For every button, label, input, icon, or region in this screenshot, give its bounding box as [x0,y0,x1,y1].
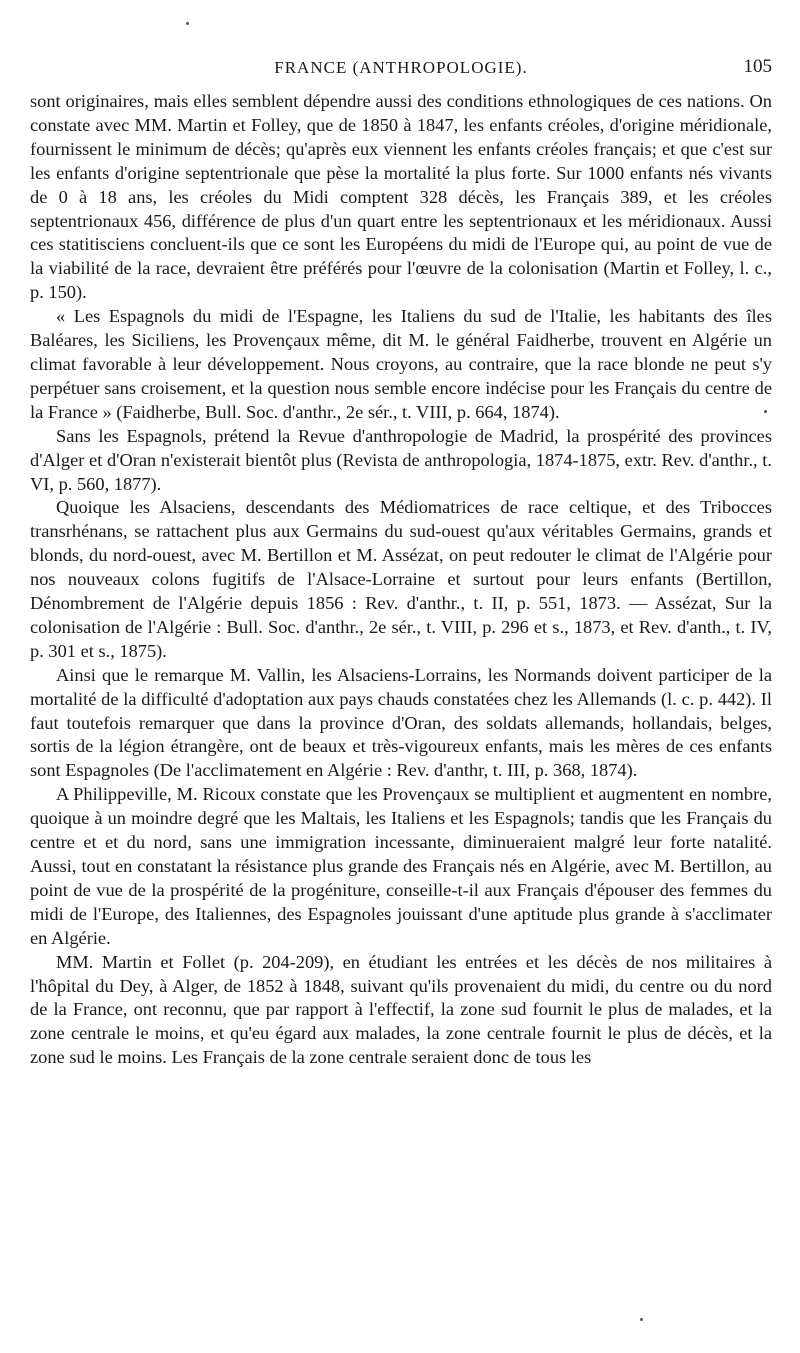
paragraph: Sans les Espagnols, prétend la Revue d'anthropologie de Madrid, la prospérité des provinces d'Alger et d'Oran n'existerait bientôt plus (Revista de anthropologia, 1874-1875, extr. Rev. d'anthr., t. VI, p. 560, 1877). [30,425,772,494]
paragraph: A Philippeville, M. Ricoux constate que les Provençaux se multiplient et augmentent en nombre, quoique à un moindre degré que les Maltais, les Italiens et les Espagnols; tandis que les Français du centre et et du nord, sans une immigration incessante, diminueraient malgré leur forte natalité. Aussi, tout en constatant la résistance plus grande des Français nés en Algérie, avec M. Bertillon, au point de vue de la prospérité de la progéniture, conseille-t-il aux Français d'épouser des femmes du midi de l'Europe, des Italiennes, des Espagnoles jouissant d'une aptitude plus grande à s'acclimater en Algérie. [30,784,772,948]
paragraph: MM. Martin et Follet (p. 204-209), en étudiant les entrées et les décès de nos militaires à l'hôpital du Dey, à Alger, de 1852 à 1848, suivant qu'ils provenaient du midi, du centre ou du nord de la France, ont reconnu, que par rapport à l'effectif, la zone sud fournit le plus de malades, et la zone centrale le moins, et qu'eu égard aux malades, la zone centrale fournit le plus de décès, et la zone sud le moins. Les Français de la zone centrale seraient donc de tous les [30,951,772,1068]
ink-speck [186,22,189,25]
paragraph: Ainsi que le remarque M. Vallin, les Alsaciens-Lorrains, les Normands doivent participer de la mortalité de la difficulté d'adoptation aux pays chauds constatées chez les Allemands (l. c. p. 442). Il faut toutefois remarquer que dans la province d'Oran, des soldats allemands, hollandais, belges, sortis de la légion étrangère, ont de beaux et très-vigoureux enfants, mais les mères de ces enfants sont Espagnoles (De l'acclimatement en Algérie : Rev. d'anthr, t. III, p. 368, 1874). [30,664,772,781]
page-number: 105 [743,56,772,77]
ink-speck [640,1318,643,1321]
running-head: FRANCE (ANTHROPOLOGIE). [274,58,528,77]
paragraph: « Les Espagnols du midi de l'Espagne, les Italiens du sud de l'Italie, les habitants des îles Baléares, les Siciliens, les Provençaux même, dit M. le général Faidherbe, trouvent en Algérie un climat favorable à leur développement. Nous croyons, au contraire, que la race blonde ne peut s'y perpétuer sans croisement, et la question nous semble encore indécise pour les Français du centre de la France » (Faidherbe, Bull. Soc. d'anthr., 2e sér., t. VIII, p. 664, 1874). [30,306,772,422]
paragraph: Quoique les Alsaciens, descendants des Médiomatrices de race celtique, et des Tribocces transrhénans, se rattachent plus aux Germains du sud-ouest qu'aux véritables Germains, grands et blonds, du nord-ouest, avec M. Bertillon et M. Assézat, on peut redouter le climat de l'Algérie pour nos nouveaux colons fugitifs de l'Alsace-Lorraine et surtout pour leurs enfants (Bertillon, Dénombrement de l'Algérie depuis 1856 : Rev. d'anthr., t. II, p. 551, 1873. — Assézat, Sur la colonisation de l'Algérie : Bull. Soc. d'anthr., 2e sér., t. VIII, p. 296 et s., 1873, et Rev. d'anth., t. IV, p. 301 et s., 1875). [30,497,772,661]
ink-speck [764,410,767,413]
paragraph: sont originaires, mais elles semblent dépendre aussi des conditions ethnologiques de ces nations. On constate avec MM. Martin et Folley, que de 1850 à 1847, les enfants créoles, d'origine méridionale, fournissent le minimum de décès; qu'après eux viennent les enfants créoles français; et que c'est sur les enfants d'origine septentrionale que pèse la mortalité la plus forte. Sur 1000 enfants nés vivants de 0 à 18 ans, les créoles du Midi comptent 328 décès, les Français 389, et les créoles septentrionaux 456, différence de plus d'un quart entre les septentrionaux et les méridionaux. Aussi ces statitisciens concluent-ils que ce sont les Européens du midi de l'Europe qui, au point de vue de la viabilité de la race, devraient être préférés pour l'œuvre de la colonisation (Martin et Folley, l. c., p. 150). [30,91,772,303]
page-header [30,54,772,84]
body-text [30,90,772,1070]
